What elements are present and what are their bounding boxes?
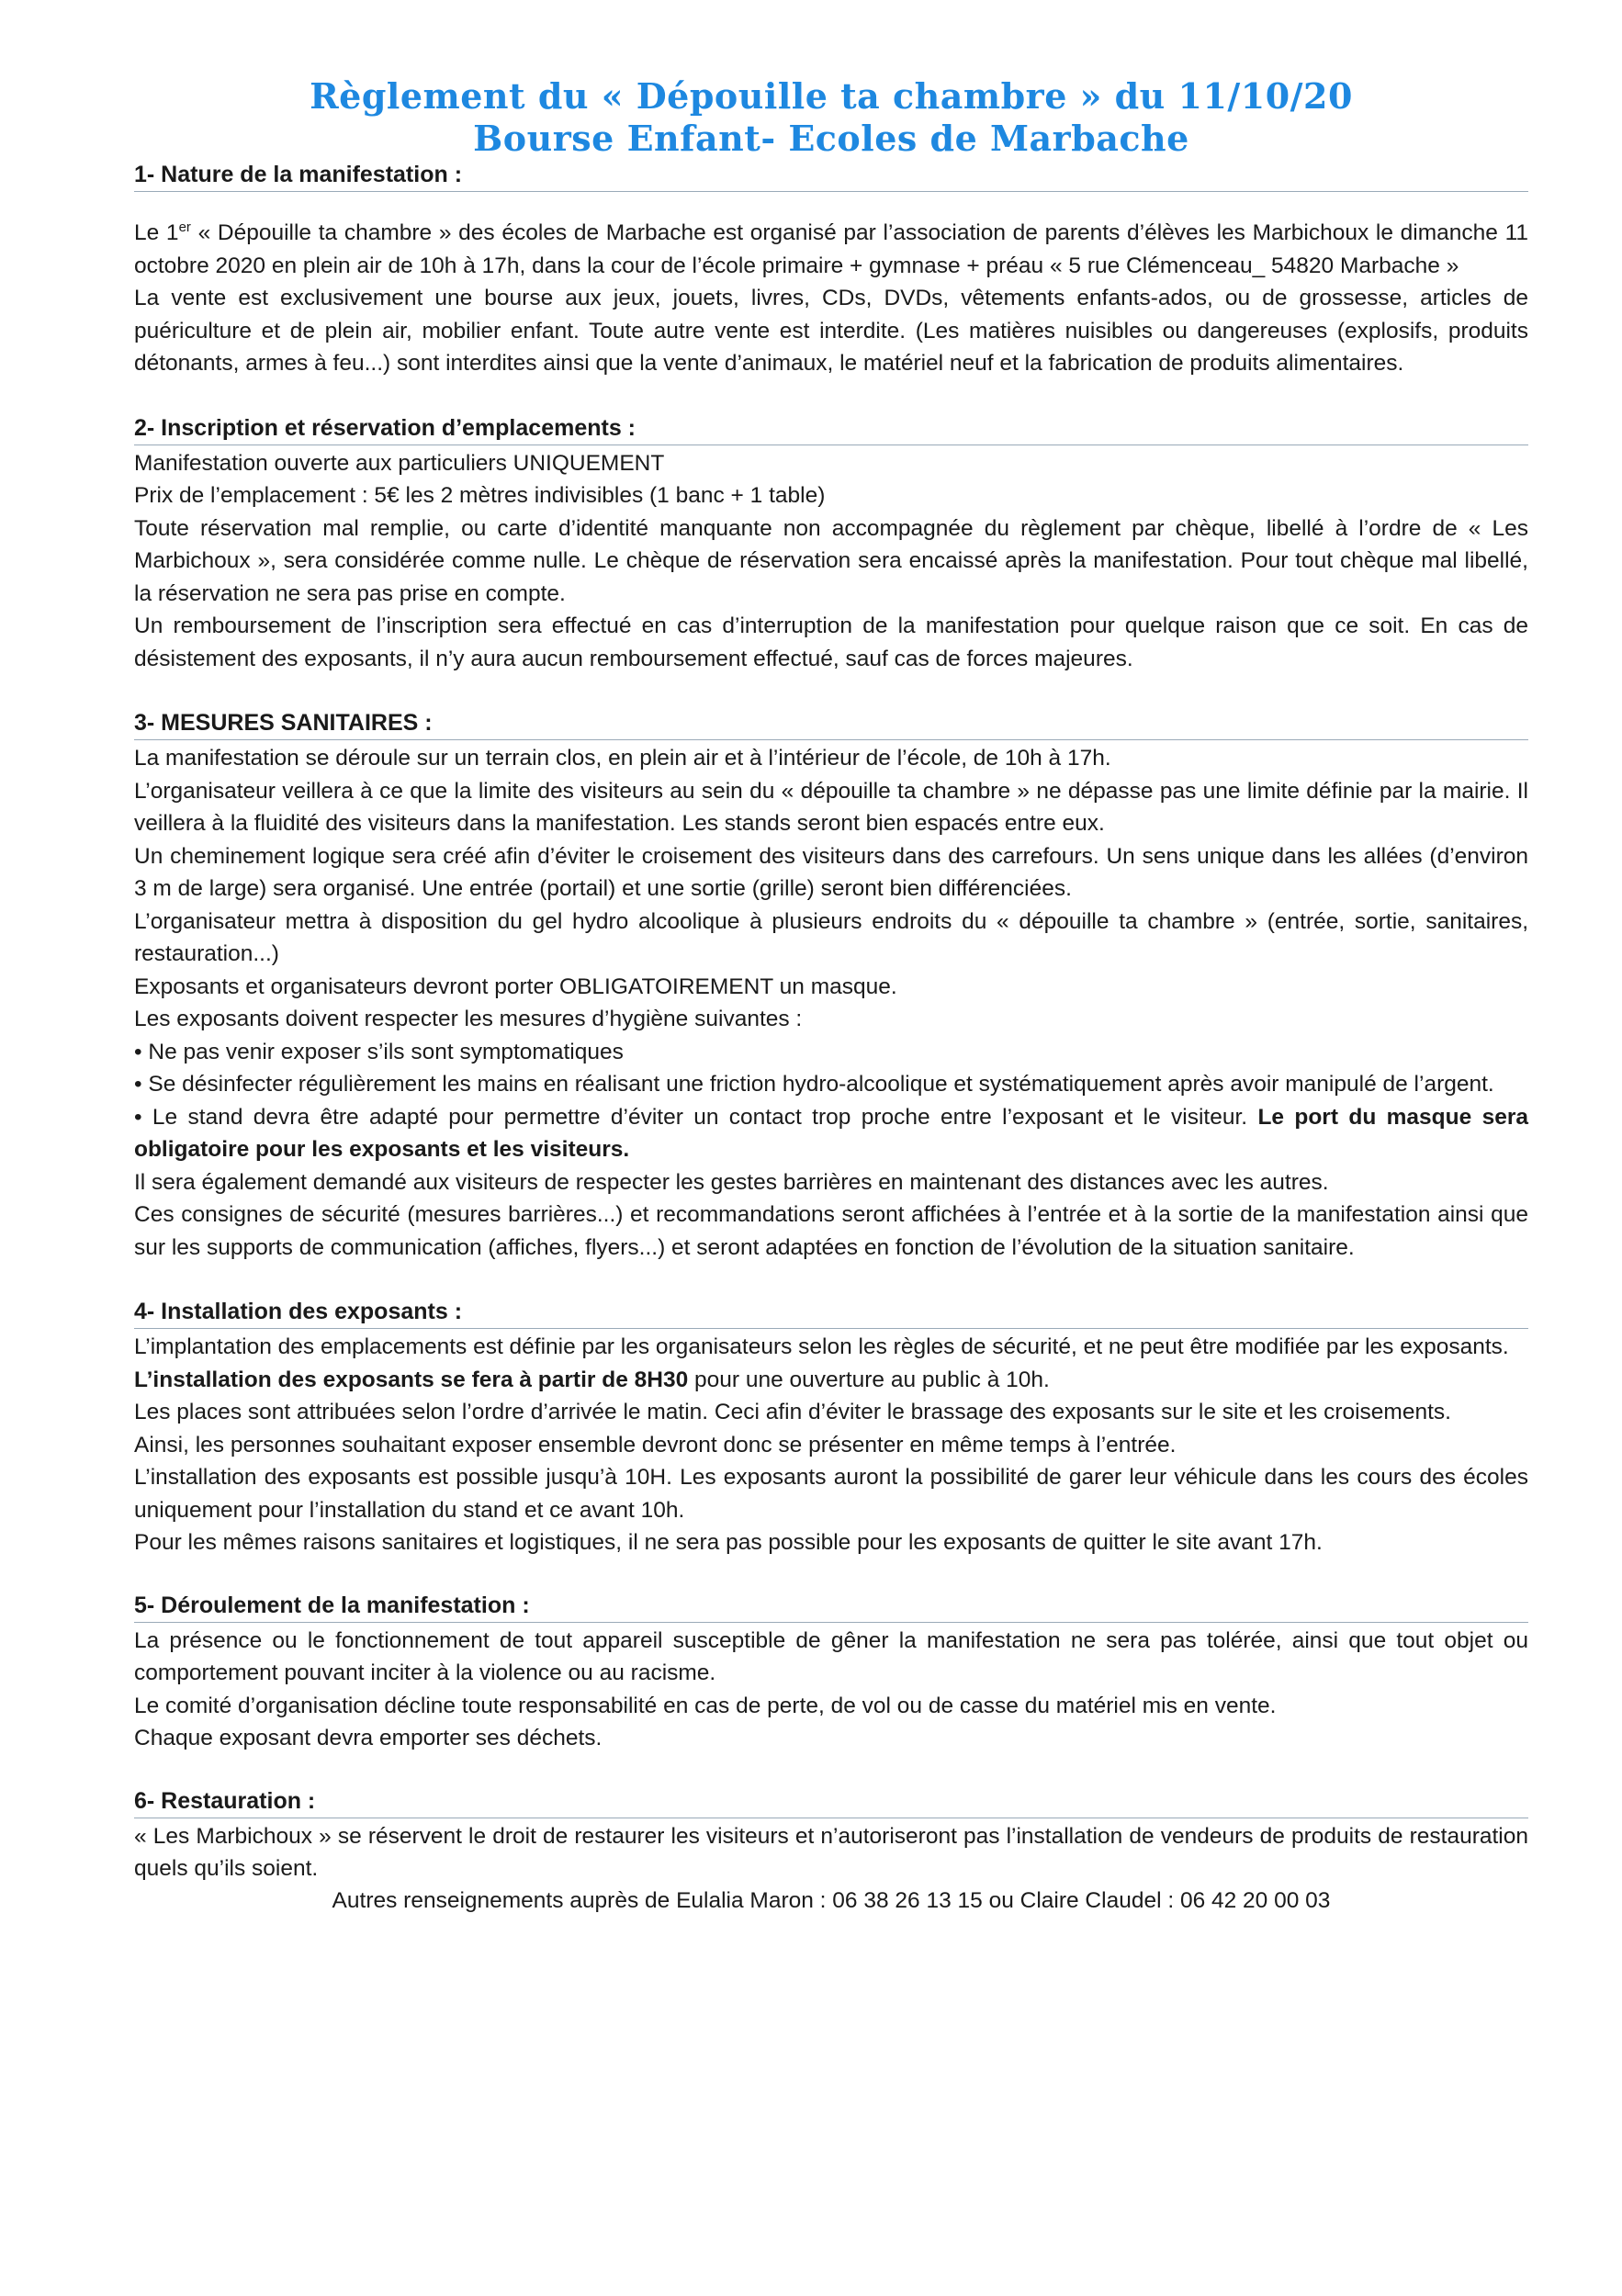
section-1 xyxy=(134,160,1528,380)
section-1-paragraph xyxy=(134,217,1528,282)
section-3-bullet: • Ne pas venir exposer s’ils sont symptomatiques xyxy=(134,1039,624,1064)
s1-p1-text-b: « Dépouille ta chambre » des écoles de Marbache est organisé par l’association de parents d’élèves les Marbichoux le dimanche 11 octobre 2020 en plein air de 10h à 17h, dans la cour de l’école primaire + gymnase + préau « 5 rue Clémenceau_ 54820 Marbache » xyxy=(134,220,1528,278)
section-2-heading: 2- Inscription et réservation d’emplacements : xyxy=(134,413,1528,445)
section-6-heading: 6- Restauration : xyxy=(134,1786,1528,1818)
section-3-heading: 3- MESURES SANITAIRES : xyxy=(134,708,1528,740)
s1-p1-superscript: er xyxy=(178,219,191,235)
s3-bullet3-bold: Le port du masque sera obligatoire pour les exposants et les visiteurs. xyxy=(134,1104,1528,1162)
section-2-paragraph: Un remboursement de l’inscription sera effectué en cas d’interruption de la manifestation pour quelque raison que ce soit. En cas de désistement des exposants, il n’y aura aucun remboursement effectué, sauf cas de forces majeures. xyxy=(134,613,1528,671)
section-6 xyxy=(134,1786,1528,1885)
section-3-bullet: • Se désinfecter régulièrement les mains en réalisant une friction hydro-alcoolique et systématiquement après avoir manipulé de l’argent. xyxy=(134,1072,1494,1097)
section-2 xyxy=(134,413,1528,676)
contact-footer: Autres renseignements auprès de Eulalia Maron : 06 38 26 13 15 ou Claire Claudel : 06 42 20 00 03 xyxy=(332,1887,1331,1913)
section-3-paragraph: La manifestation se déroule sur un terrain clos, en plein air et à l’intérieur de l’école, de 10h à 17h. xyxy=(134,746,1111,771)
section-6-paragraph: « Les Marbichoux » se réservent le droit de restaurer les visiteurs et n’autoriseront pas l’installation de vendeurs de produits de restauration quels qu’ils soient. xyxy=(134,1823,1528,1881)
section-3-paragraph: Ces consignes de sécurité (mesures barrières...) et recommandations seront affichées à l’entrée et à la sortie de la manifestation ainsi que sur les supports de communication (affiches, flyers...) et seront adaptées en fonction de l’évolution de la situation sanitaire. xyxy=(134,1202,1528,1260)
section-3-paragraph: L’organisateur mettra à disposition du gel hydro alcoolique à plusieurs endroits du « dépouille ta chambre » (entrée, sortie, sanitaires, restauration...) xyxy=(134,908,1528,966)
section-3-paragraph: L’organisateur veillera à ce que la limite des visiteurs au sein du « dépouille ta chambre » ne dépasse pas une limite définie par la mairie. Il veillera à la fluidité des visiteurs dans la manifestation. Les stands seront bien espacés entre eux. xyxy=(134,778,1528,836)
section-3-paragraph: Les exposants doivent respecter les mesures d’hygiène suivantes : xyxy=(134,1007,803,1031)
section-3 xyxy=(134,708,1528,1264)
section-1-heading: 1- Nature de la manifestation : xyxy=(134,160,1528,192)
title-line-1: Règlement du « Dépouille ta chambre » du 11/10/20 xyxy=(310,75,1353,117)
section-5-paragraph: Le comité d’organisation décline toute responsabilité en cas de perte, de vol ou de casse du matériel mis en vente. xyxy=(134,1693,1277,1718)
section-3-paragraph: Il sera également demandé aux visiteurs de respecter les gestes barrières en maintenant des distances avec les autres. xyxy=(134,1169,1329,1195)
s4-p2-text: pour une ouverture au public à 10h. xyxy=(688,1367,1050,1392)
section-3-paragraph: Exposants et organisateurs devront porter OBLIGATOIREMENT un masque. xyxy=(134,974,897,999)
s4-p2-bold: L’installation des exposants se fera à partir de 8H30 xyxy=(134,1367,689,1392)
s1-p1-text-a: Le 1 xyxy=(134,220,179,245)
section-5 xyxy=(134,1591,1528,1755)
section-4-paragraph xyxy=(134,1364,1528,1397)
section-4-heading: 4- Installation des exposants : xyxy=(134,1297,1528,1329)
section-1-paragraph: La vente est exclusivement une bourse aux jeux, jouets, livres, CDs, DVDs, vêtements enfants-ados, ou de grossesse, articles de puériculture et de plein air, mobilier enfant. Toute autre vente est interdite. (Les matières nuisibles ou dangereuses (explosifs, produits détonants, armes à feu...) sont interdites ainsi que la vente d’animaux, le matériel neuf et la fabrication de produits alimentaires. xyxy=(134,286,1528,376)
s3-bullet3-text: • Le stand devra être adapté pour permettre d’éviter un contact trop proche entre l’exposant et le visiteur. xyxy=(134,1104,1258,1130)
section-4-paragraph: Les places sont attribuées selon l’ordre d’arrivée le matin. Ceci afin d’éviter le brassage des exposants sur le site et les croisements. xyxy=(134,1400,1451,1424)
section-3-paragraph: Un cheminement logique sera créé afin d’éviter le croisement des visiteurs dans des carrefours. Un sens unique dans les allées (d’environ 3 m de large) sera organisé. Une entrée (portail) et une sortie (grille) seront bien différenciées. xyxy=(134,843,1528,901)
section-4-paragraph: L’implantation des emplacements est définie par les organisateurs selon les règles de sécurité, et ne peut être modifiée par les exposants. xyxy=(134,1334,1509,1359)
title-line-2: Bourse Enfant- Ecoles de Marbache xyxy=(473,118,1189,159)
section-2-paragraph: Manifestation ouverte aux particuliers UNIQUEMENT xyxy=(134,450,665,476)
section-3-bullet xyxy=(134,1101,1528,1166)
section-4 xyxy=(134,1297,1528,1559)
document-title xyxy=(134,75,1528,160)
section-5-heading: 5- Déroulement de la manifestation : xyxy=(134,1591,1528,1623)
section-4-paragraph: Pour les mêmes raisons sanitaires et logistiques, il ne sera pas possible pour les exposants de quitter le site avant 17h. xyxy=(134,1530,1323,1555)
section-2-paragraph: Prix de l’emplacement : 5€ les 2 mètres indivisibles (1 banc + 1 table) xyxy=(134,483,826,508)
section-5-paragraph: Chaque exposant devra emporter ses déchets. xyxy=(134,1726,603,1750)
section-4-paragraph: Ainsi, les personnes souhaitant exposer ensemble devront donc se présenter en même temps à l’entrée. xyxy=(134,1432,1177,1458)
section-2-paragraph: Toute réservation mal remplie, ou carte d’identité manquante non accompagnée du règlement par chèque, libellé à l’ordre de « Les Marbichoux », sera considérée comme nulle. Le chèque de réservation sera encaissé après la manifestation. Pour tout chèque mal libellé, la réservation ne sera pas prise en compte. xyxy=(134,515,1528,606)
section-5-paragraph: La présence ou le fonctionnement de tout appareil susceptible de gêner la manifestation ne sera pas tolérée, ainsi que tout objet ou comportement pouvant inciter à la violence ou au racisme. xyxy=(134,1627,1528,1685)
section-4-paragraph: L’installation des exposants est possible jusqu’à 10H. Les exposants auront la possibilité de garer leur véhicule dans les cours des écoles uniquement pour l’installation du stand et ce avant 10h. xyxy=(134,1465,1528,1523)
